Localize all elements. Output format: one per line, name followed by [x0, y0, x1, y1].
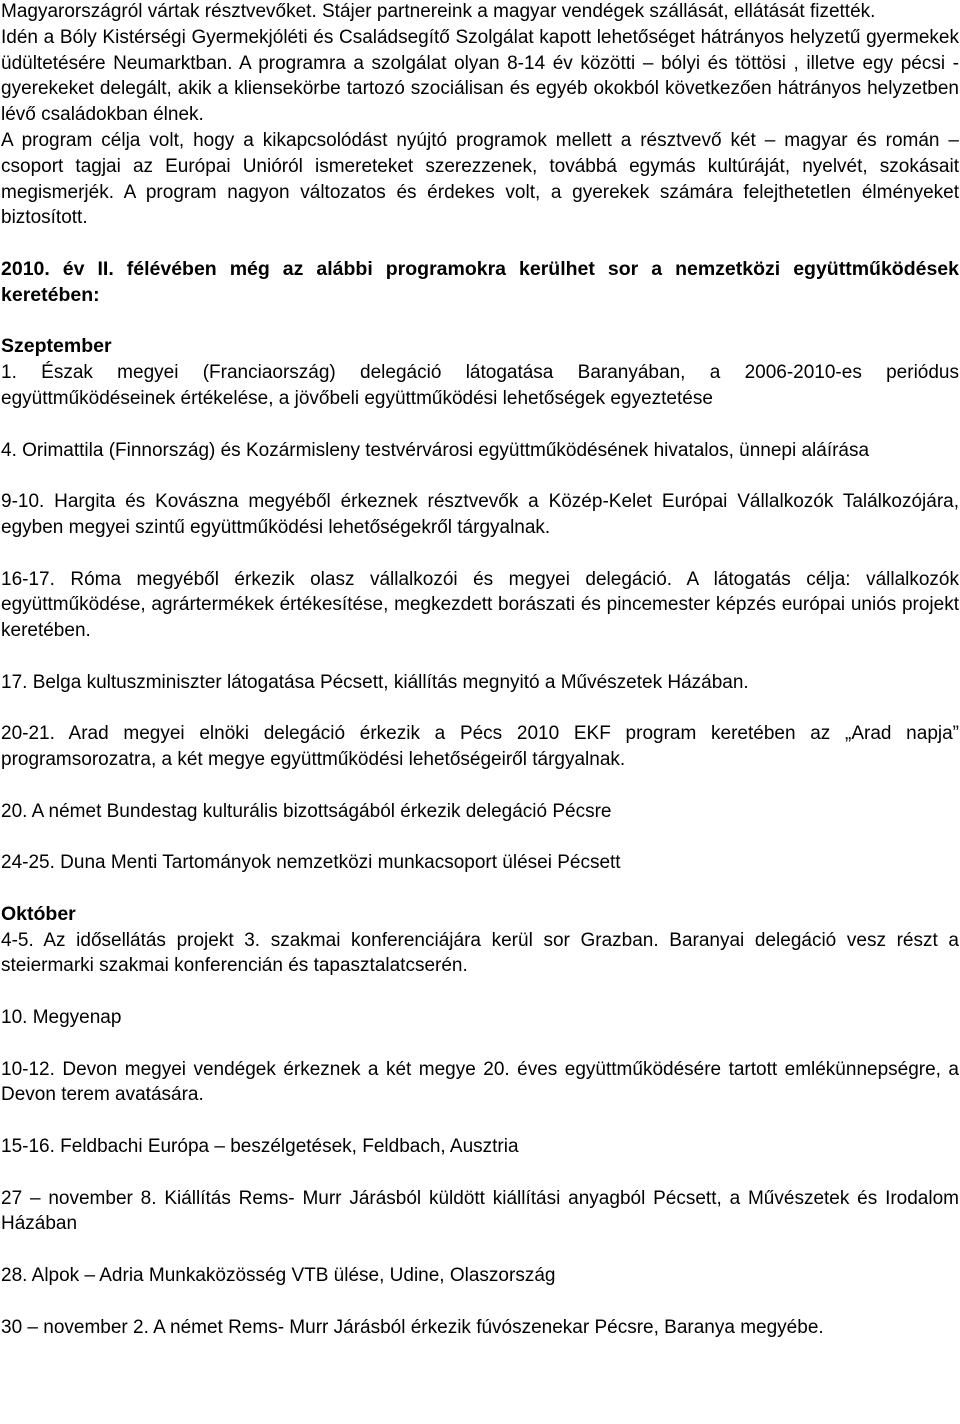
intro-paragraph: Idén a Bóly Kistérségi Gyermekjóléti és Családsegítő Szolgálat kapott lehetőséget hátrányos helyzetű gyermekek üdültetésére Neumarktban. A programra a szolgálat olyan 8-14 év közötti – bólyi és töttösi , illetve egy pécsi - gyerekeket delegált, akik a kliensekörbe tartozó szociálisan és egyéb okokból következően hátrányos helyzetben lévő családokban élnek.: [1, 26, 959, 126]
month-heading-september: Szeptember: [1, 335, 112, 358]
section-heading: 2010. év II. félévében még az alábbi programokra kerülhet sor a nemzetközi együttműködések keretében:: [1, 257, 959, 306]
list-item: 1. Észak megyei (Franciaország) delegáció látogatása Baranyában, a 2006-2010-es periódus együttműködéseinek értékelése, a jövőbeli együttműködési lehetőségek egyeztetése: [1, 362, 959, 409]
list-item: 10-12. Devon megyei vendégek érkeznek a két megye 20. éves együttműködésére tartott emlékünnepségre, a Devon terem avatására.: [1, 1058, 959, 1106]
list-item: 28. Alpok – Adria Munkaközösség VTB ülése, Udine, Olaszország: [1, 1265, 556, 1287]
list-item: 27 – november 8. Kiállítás Rems- Murr Járásból küldött kiállítási anyagból Pécsett, a Művészetek és Irodalom Házában: [1, 1187, 959, 1235]
list-item: 15-16. Feldbachi Európa – beszélgetések, Feldbach, Ausztria: [1, 1136, 519, 1158]
list-item: 20-21. Arad megyei elnöki delegáció érkezik a Pécs 2010 EKF program keretében az „Arad napja” programsorozatra, a két megye együttműködési lehetőségeiről tárgyalnak.: [1, 723, 959, 771]
list-item: 20. A német Bundestag kulturális bizottságából érkezik delegáció Pécsre: [1, 800, 612, 822]
intro-paragraph: A program célja volt, hogy a kikapcsolódást nyújtó programok mellett a résztvevő két – magyar és román – csoport tagjai az Európai Unióról ismereteket szerezzenek, továbbá egymás kultúráját, nyelvét, szokásait megismerjék. A program nagyon változatos és érdekes volt, a gyerekek számára felejthetetlen élményeket biztosított.: [1, 129, 959, 229]
list-item: 9-10. Hargita és Kovászna megyéből érkeznek résztvevők a Közép-Kelet Európai Vállalkozók Találkozójára, egyben megyei szintű együttműködési lehetőségekről tárgyalnak.: [1, 491, 959, 538]
list-item: 17. Belga kultuszminiszter látogatása Pécsett, kiállítás megnyitó a Művészetek Házában.: [1, 671, 749, 693]
month-heading-october: Október: [1, 902, 76, 925]
list-item: 30 – november 2. A német Rems- Murr Járásból érkezik fúvószenekar Pécsre, Baranya megyébe.: [1, 1316, 824, 1338]
list-item: 4-5. Az idősellátás projekt 3. szakmai konferenciájára kerül sor Grazban. Baranyai delegáció vesz részt a steiermarki szakmai konferencián és tapasztalatcserén.: [1, 929, 959, 977]
list-item: 24-25. Duna Menti Tartományok nemzetközi munkacsoport ülései Pécsett: [1, 852, 621, 874]
list-item: 16-17. Róma megyéből érkezik olasz vállalkozói és megyei delegáció. A látogatás célja: vállalkozók együttműködése, agrártermékek értékesítése, megkezdett borászati és pincemester képzés európai uniós projekt keretében.: [1, 568, 959, 642]
intro-paragraph: Magyarországról vártak résztvevőket. Stájer partnereink a magyar vendégek szállását, ellátását fizették.: [1, 1, 876, 22]
list-item: 10. Megyenap: [1, 1007, 122, 1029]
document-page: [1, 0, 959, 1340]
list-item: 4. Orimattila (Finnország) és Kozármisleny testvérvárosi együttműködésének hivatalos, ünnepi aláírása: [1, 439, 870, 461]
